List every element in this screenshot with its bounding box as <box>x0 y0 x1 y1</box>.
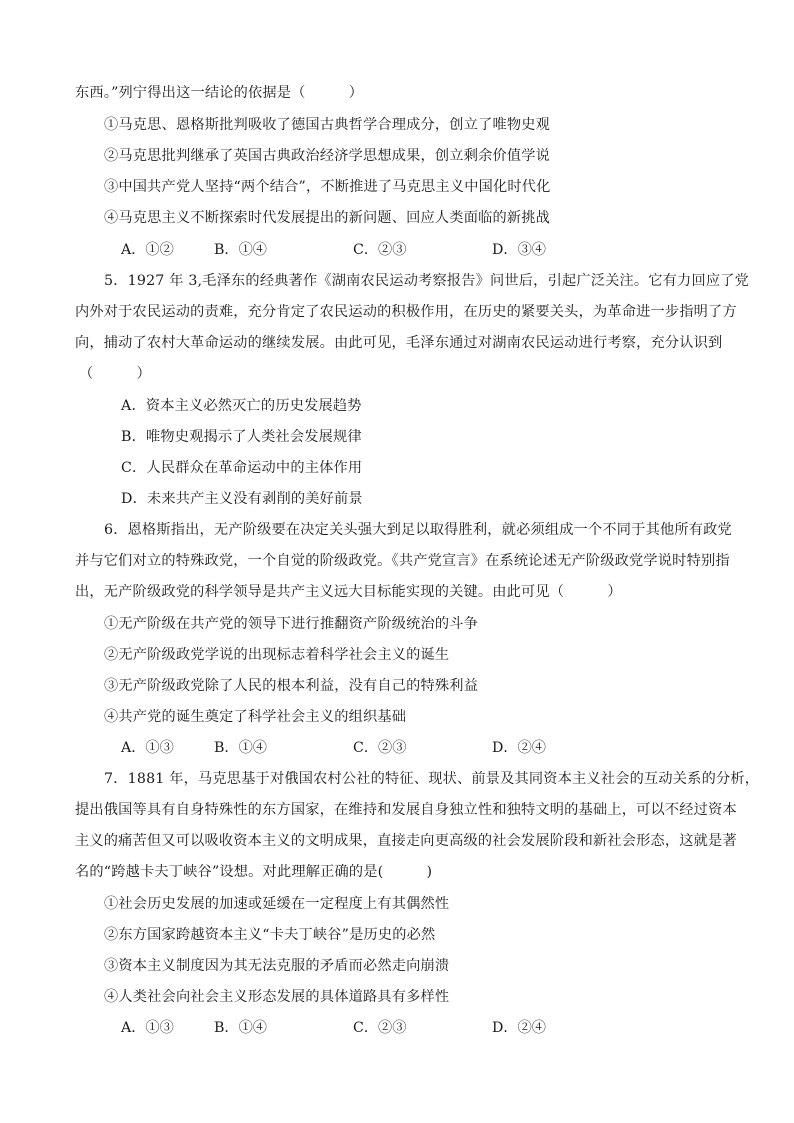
q4-statement-3: ③中国共产党人坚持“两个结合”，不断推进了马克思主义中国化时代化 <box>104 179 551 195</box>
q5-option-d[interactable]: D．未来共产主义没有剥削的美好前景 <box>121 491 363 507</box>
q7-stem-line-1: 7．1881 年，马克思基于对俄国农村公社的特征、现状、前景及其同资本主义社会的互动关系的分析， <box>104 771 760 787</box>
q7-statement-2: ②东方国家跨越资本主义“卡夫丁峡谷”是历史的必然 <box>104 927 436 943</box>
q6-choices <box>121 738 681 758</box>
q7-choices <box>121 1018 681 1038</box>
q5-answer-blank: （ ） <box>79 366 151 382</box>
q6-choice-b[interactable]: B．①④ <box>214 740 267 756</box>
q6-choice-d[interactable]: D．②④ <box>492 740 546 756</box>
q6-stem-line-3: 出，无产阶级政党的科学领导是共产主义远大目标能实现的关键。由此可见（ ） <box>75 584 622 600</box>
q4-choice-b[interactable]: B．①④ <box>214 242 267 258</box>
q4-stem-tail: 东西。”列宁得出这一结论的依据是（ ） <box>75 85 364 101</box>
q4-choices <box>121 240 681 260</box>
q6-statement-3: ③无产阶级政党除了人民的根本利益，没有自己的特殊利益 <box>104 678 479 694</box>
q5-option-c[interactable]: C．人民群众在革命运动中的主体作用 <box>121 460 363 476</box>
q5-option-b[interactable]: B．唯物史观揭示了人类社会发展规律 <box>121 429 362 445</box>
q5-stem-line-1: 5．1927 年 3,毛泽东的经典著作《湖南农民运动考察报告》问世后，引起广泛关注。它有力回应了党 <box>104 273 749 289</box>
q6-statement-2: ②无产阶级政党学说的出现标志着科学社会主义的诞生 <box>104 647 450 663</box>
q4-choice-c[interactable]: C．②③ <box>353 242 407 258</box>
q7-choice-c[interactable]: C．②③ <box>353 1020 407 1036</box>
q5-option-a[interactable]: A．资本主义必然灭亡的历史发展趋势 <box>121 398 362 414</box>
q6-statement-1: ①无产阶级在共产党的领导下进行推翻资产阶级统治的斗争 <box>104 616 479 632</box>
q6-choice-c[interactable]: C．②③ <box>353 740 407 756</box>
q6-choice-a[interactable]: A．①③ <box>121 740 174 756</box>
q6-stem-line-2: 并与它们对立的特殊政党，一个自觉的阶级政党。《共产党宣言》在系统论述无产阶级政党学说时特别指 <box>75 553 730 569</box>
q7-choice-b[interactable]: B．①④ <box>214 1020 267 1036</box>
q4-statement-4: ④马克思主义不断探索时代发展提出的新问题、回应人类面临的新挑战 <box>104 210 551 226</box>
q7-statement-4: ④人类社会向社会主义形态发展的具体道路具有多样性 <box>104 989 450 1005</box>
q6-statement-4: ④共产党的诞生奠定了科学社会主义的组织基础 <box>104 709 407 725</box>
q7-statement-3: ③资本主义制度因为其无法克服的矛盾而必然走向崩溃 <box>104 958 450 974</box>
q5-stem-line-3: 向，捕动了农村大革命运动的继续发展。由此可见，毛泽东通过对湖南农民运动进行考察，充分认识到 <box>75 335 723 351</box>
q7-statement-1: ①社会历史发展的加速或延缓在一定程度上有其偶然性 <box>104 896 450 912</box>
q7-stem-line-3: 主义的痛苦但又可以吸收资本主义的文明成果，直接走向更高级的社会发展阶段和新社会形态，这就是著 <box>75 833 737 849</box>
q7-choice-d[interactable]: D．②④ <box>492 1020 546 1036</box>
q7-choice-a[interactable]: A．①③ <box>121 1020 174 1036</box>
q7-stem-line-4: 名的“跨越卡夫丁峡谷”设想。对此理解正确的是( ) <box>75 864 433 880</box>
q4-choice-a[interactable]: A．①② <box>121 242 174 258</box>
q6-stem-line-1: 6．恩格斯指出，无产阶级要在决定关头强大到足以取得胜利，就必须组成一个不同于其他所有政党 <box>104 522 732 538</box>
q4-statement-2: ②马克思批判继承了英国古典政治经济学思想成果，创立剩余价值学说 <box>104 148 551 164</box>
q7-stem-line-2: 提出俄国等具有自身特殊性的东方国家，在维持和发展自身独立性和独特文明的基础上，可以不经过资本 <box>75 802 737 818</box>
q4-statement-1: ①马克思、恩格斯批判吸收了德国古典哲学合理成分，创立了唯物史观 <box>104 117 551 133</box>
q4-choice-d[interactable]: D．③④ <box>492 242 546 258</box>
q5-stem-line-2: 内外对于农民运动的责难，充分肯定了农民运动的积极作用，在历史的紧要关头，为革命进一步指明了方 <box>75 304 737 320</box>
